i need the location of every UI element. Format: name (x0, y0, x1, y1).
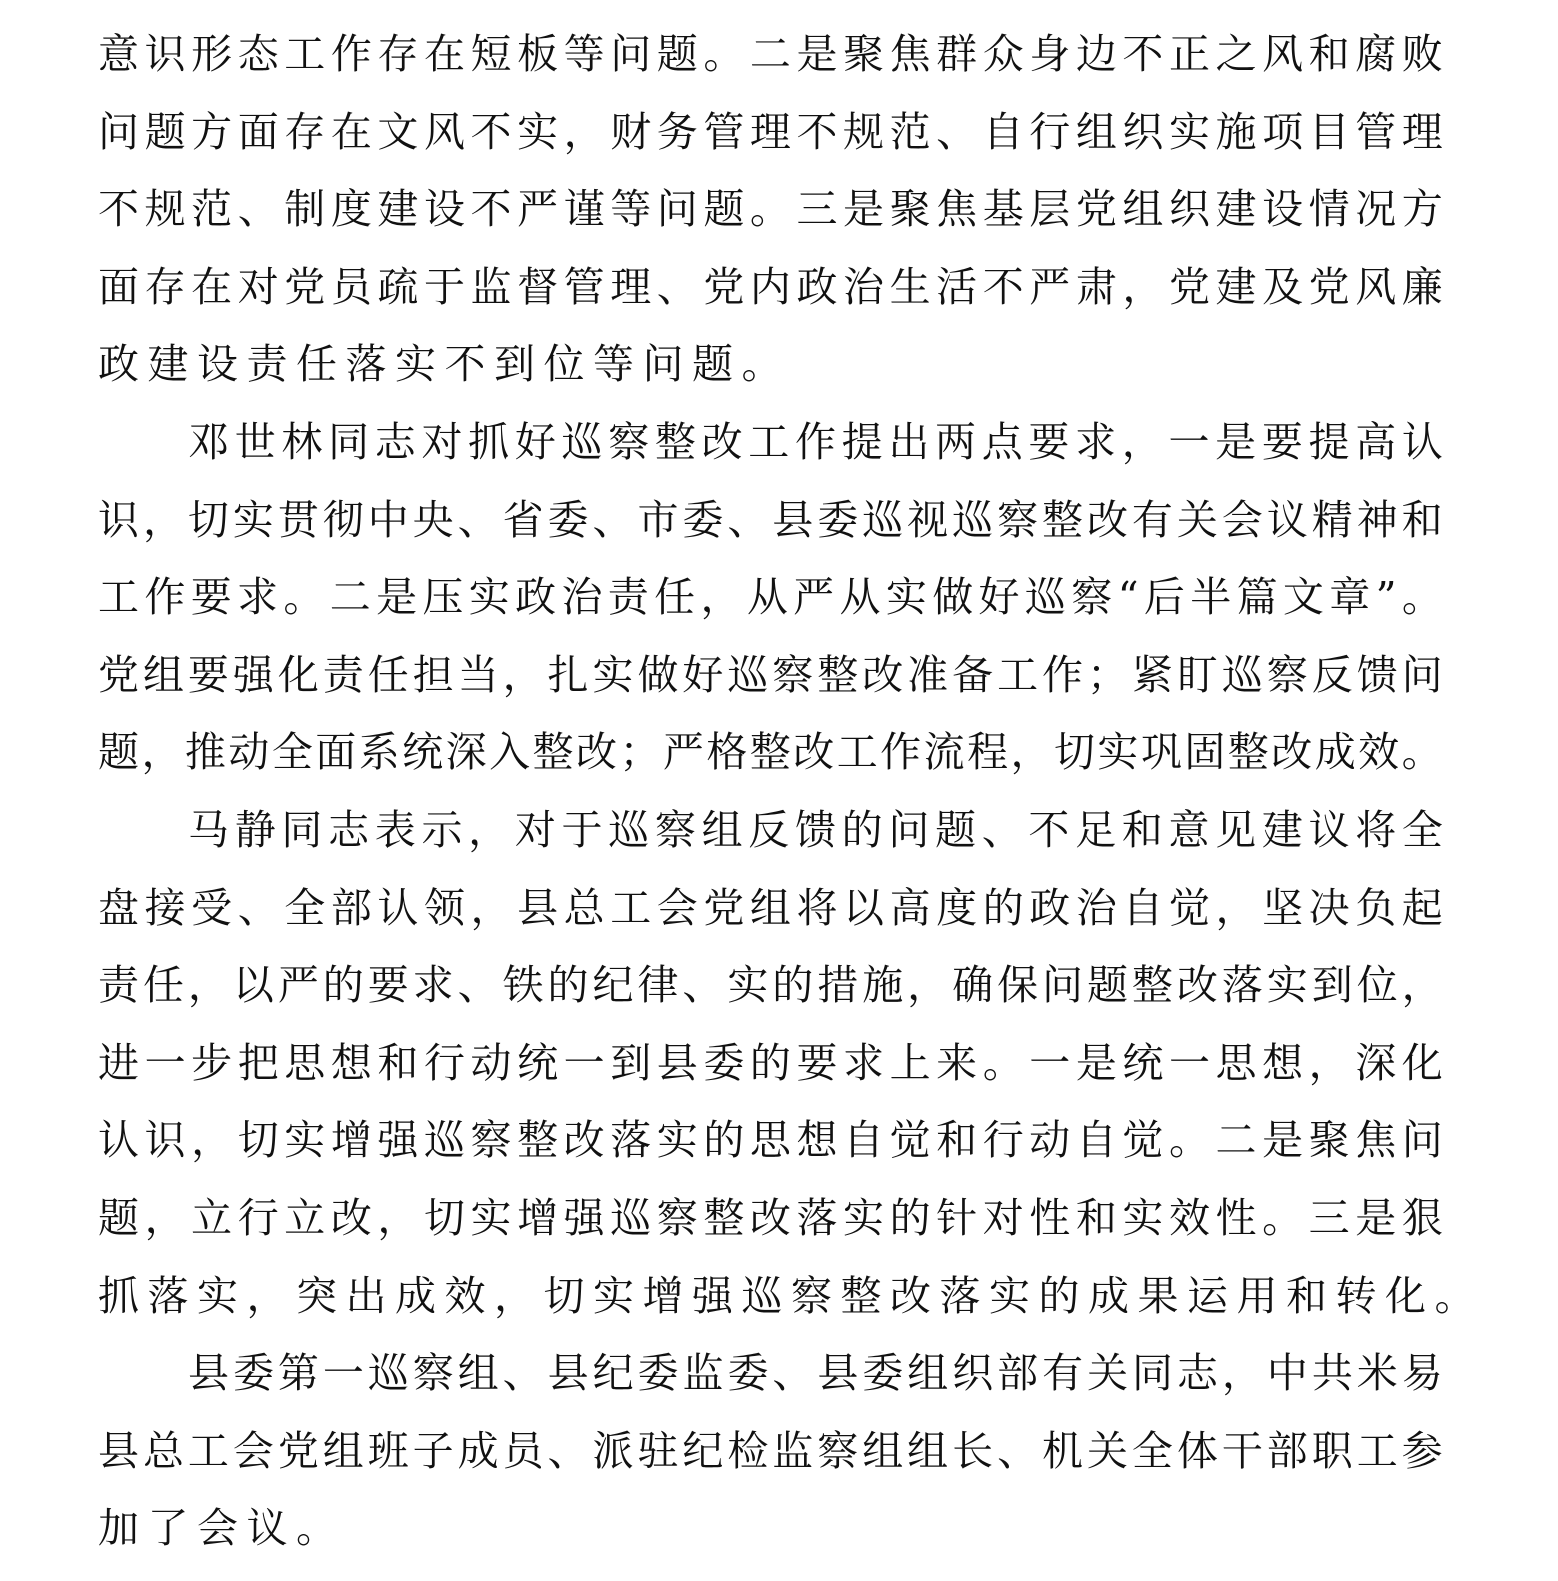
text-line: 不 规 范 、 制 度 建 设 不 严 谨 等 问 题 。 三 是 聚 焦 基 层 党 组 织 建 设 情 况 方 (98, 185, 1443, 234)
text-line: 认 识 ， 切 实 增 强 巡 察 整 改 落 实 的 思 想 自 觉 和 行 动 自 觉 。 二 是 聚 焦 问 (98, 1116, 1443, 1165)
text-line: 意 识 形 态 工 作 存 在 短 板 等 问 题 。 二 是 聚 焦 群 众 身 边 不 正 之 风 和 腐 败 (98, 30, 1443, 78)
text-line: 党 组 要 强 化 责 任 担 当 ， 扎 实 做 好 巡 察 整 改 准 备 工 作 ； 紧 盯 巡 察 反 馈 问 (98, 650, 1443, 699)
text-line: 县 委 第 一 巡 察 组 、 县 纪 委 监 委 、 县 委 组 织 部 有 关 同 志 ， 中 共 米 易 (188, 1349, 1443, 1398)
text-line: 县 总 工 会 党 组 班 子 成 员 、 派 驻 纪 检 监 察 组 组 长 、 机 关 全 体 干 部 职 工 参 (98, 1426, 1443, 1475)
text-line: 题 ， 推 动 全 面 系 统 深 入 整 改 ； 严 格 整 改 工 作 流 程 ， 切 实 巩 固 整 改 成 效 。 (98, 728, 1443, 777)
text-line: 问 题 方 面 存 在 文 风 不 实 ， 财 务 管 理 不 规 范 、 自 行 组 织 实 施 项 目 管 理 (98, 107, 1443, 156)
text-line: 工 作 要 求 。 二 是 压 实 政 治 责 任 ， 从 严 从 实 做 好 巡 察 “ 后 半 篇 文 章 ” 。 (98, 573, 1443, 622)
text-line: 进 一 步 把 思 想 和 行 动 统 一 到 县 委 的 要 求 上 来 。 一 是 统 一 思 想 ， 深 化 (98, 1038, 1443, 1087)
text-line: 面 存 在 对 党 员 疏 于 监 督 管 理 、 党 内 政 治 生 活 不 严 肃 ， 党 建 及 党 风 廉 (98, 262, 1443, 311)
text-line: 盘 接 受 、 全 部 认 领 ， 县 总 工 会 党 组 将 以 高 度 的 政 治 自 觉 ， 坚 决 负 起 (98, 883, 1443, 932)
document-page (98, 0, 1476, 1581)
text-line: 邓 世 林 同 志 对 抓 好 巡 察 整 改 工 作 提 出 两 点 要 求 ， 一 是 要 提 高 认 (188, 418, 1443, 466)
text-line: 马 静 同 志 表 示 ， 对 于 巡 察 组 反 馈 的 问 题 、 不 足 和 意 见 建 议 将 全 (188, 806, 1443, 854)
text-line: 政 建 设 责 任 落 实 不 到 位 等 问 题 。 (98, 340, 783, 389)
text-line: 题 ， 立 行 立 改 ， 切 实 增 强 巡 察 整 改 落 实 的 针 对 性 和 实 效 性 。 三 是 狠 (98, 1194, 1443, 1242)
text-line: 抓 落 实 ， 突 出 成 效 ， 切 实 增 强 巡 察 整 改 落 实 的 成 果 运 用 和 转 化 。 (98, 1271, 1476, 1320)
text-line: 责 任 ， 以 严 的 要 求 、 铁 的 纪 律 、 实 的 措 施 ， 确 保 问 题 整 改 落 实 到 位 ， (98, 961, 1443, 1010)
text-line: 加 了 会 议 。 (98, 1504, 337, 1553)
text-line: 识 ， 切 实 贯 彻 中 央 、 省 委 、 市 委 、 县 委 巡 视 巡 察 整 改 有 关 会 议 精 神 和 (98, 495, 1443, 544)
